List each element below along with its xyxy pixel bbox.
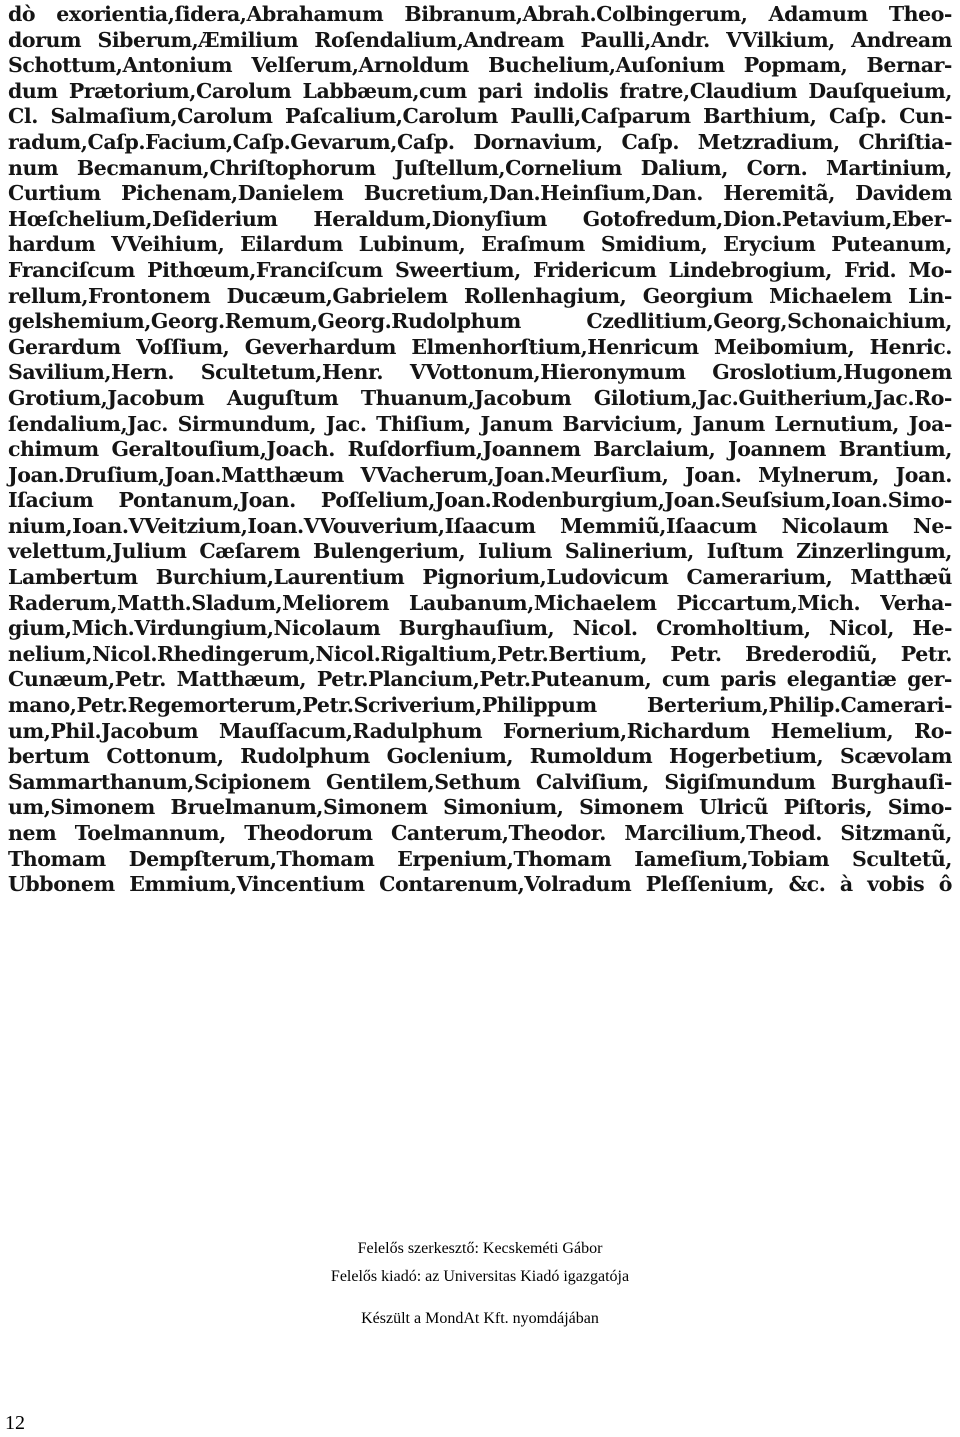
text-line: ſendalium,Jac. Sirmundum, Jac. Thiſium, Janum Barvicium, Janum Lernutium, Joa-: [8, 411, 952, 436]
text-line: bertum Cottonum, Rudolphum Goclenium, Rumoldum Hogerbetium, Scævolam: [8, 744, 952, 769]
colophon-publisher: Felelős kiadó: az Universitas Kiadó igazgatója: [330, 1268, 630, 1285]
text-line: hardum VVeihium, Eilardum Lubinum, Eraſmum Smidium, Erycium Puteanum,: [8, 232, 952, 257]
text-line: um,Phil.Jacobum Mauſſacum,Radulphum Fornerium,Richardum Hemelium, Ro-: [8, 718, 952, 743]
text-line: Curtium Pichenam,Danielem Bucretium,Dan.Heinſium,Dan. Heremitã, Davidem: [8, 181, 952, 206]
text-line: Schottum,Antonium Velſerum,Arnoldum Buchelium,Auſonium Popmam, Bernar-: [8, 53, 952, 78]
text-line: Franciſcum Pithœum,Franciſcum Sweertium, Fridericum Lindebrogium, Frid. Mo-: [8, 257, 952, 282]
text-line: Cl. Salmaſium,Carolum Paſcalium,Carolum Paulli,Caſparum Barthium, Caſp. Cun-: [8, 104, 952, 129]
text-line: rellum,Frontonem Ducæum,Gabrielem Rollenhagium, Georgium Michaelem Lin-: [8, 283, 952, 308]
text-line: Lambertum Burchium,Laurentium Pignorium,Ludovicum Camerarium, Matthæũ: [8, 565, 952, 590]
text-line: Ubbonem Emmium,Vincentium Contarenum,Volradum Pleſſenium, &c. à vobis ô: [8, 872, 952, 897]
text-line: radum,Caſp.Facium,Caſp.Gevarum,Caſp. Dornavium, Caſp. Metzradium, Chriſtia-: [8, 129, 952, 154]
text-line: Raderum,Matth.Sladum,Meliorem Laubanum,Michaelem Piccartum,Mich. Verha-: [8, 590, 952, 615]
scanned-latin-text: [8, 2, 952, 898]
colophon-printer: Készült a MondAt Kft. nyomdájában: [361, 1310, 599, 1327]
text-line: um,Simonem Bruelmanum,Simonem Simonium, Simonem Ulricũ Piſtoris, Simo-: [8, 795, 952, 820]
text-line: chimum Geraltouſium,Joach. Ruſdorfium,Joannem Barclaium, Joannem Brantium,: [8, 437, 952, 462]
page-number: 12: [5, 1412, 25, 1434]
text-line: velettum,Julium Cæſarem Bulengerium, Iulium Salinerium, Iuſtum Zinzerlingum,: [8, 539, 952, 564]
text-line: Cunæum,Petr. Matthæum, Petr.Plancium,Petr.Puteanum, cum paris elegantiæ ger-: [8, 667, 952, 692]
colophon: [0, 1239, 960, 1329]
text-line: Gerardum Voſſium, Geverhardum Elmenhorſtium,Henricum Meibomium, Henric.: [8, 334, 952, 359]
text-line: nem Toelmannum, Theodorum Canterum,Theodor. Marcilium,Theod. Sitzmanũ,: [8, 821, 952, 845]
text-line: Joan.Druſium,Joan.Matthæum VVacherum,Joan.Meurſium, Joan. Mylnerum, Joan.: [8, 462, 952, 487]
text-line: Iſacium Pontanum,Joan. Poſſelium,Joan.Rodenburgium,Joan.Seuſsium,Ioan.Simo-: [8, 488, 952, 513]
text-line: nelium,Nicol.Rhedingerum,Nicol.Rigaltium,Petr.Bertium, Petr. Brederodiũ, Petr.: [8, 641, 952, 666]
text-line: Savilium,Hern. Scultetum,Henr. VVottonum,Hieronymum Groslotium,Hugonem: [8, 360, 952, 385]
text-line: Thomam Dempſterum,Thomam Erpenium,Thomam Iameſium,Tobiam Scultetũ,: [8, 846, 952, 871]
text-line: Sammarthanum,Scipionem Gentilem,Sethum Calviſium, Sigiſmundum Burghauſi-: [8, 769, 952, 794]
text-line: dorum Siberum,Æmilium Roſendalium,Andream Paulli,Andr. VVilkium, Andream: [8, 27, 952, 52]
text-line: num Becmanum,Chriſtophorum Juſtellum,Cornelium Dalium, Corn. Martinium,: [8, 155, 952, 180]
colophon-editor: Felelős szerkesztő: Kecskeméti Gábor: [357, 1240, 603, 1257]
text-line: mano,Petr.Regemorterum,Petr.Scriverium,Philippum Berterium,Philip.Camerari-: [8, 693, 952, 718]
text-line: Hœſchelium,Deſiderium Heraldum,Dionyſium Gotofredum,Dion.Petavium,Eber-: [8, 206, 952, 231]
text-line: nium,Ioan.VVeitzium,Ioan.VVouverium,Iſaacum Memmiũ,Iſaacum Nicolaum Ne-: [8, 513, 952, 538]
text-line: dum Prætorium,Carolum Labbæum,cum pari indolis fratre,Claudium Dauſqueium,: [8, 78, 952, 103]
text-line: Grotium,Jacobum Auguſtum Thuanum,Jacobum Gilotium,Jac.Guitherium,Jac.Ro-: [8, 385, 952, 410]
text-line: gelshemium,Georg.Remum,Georg.Rudolphum Czedlitium,Georg,Schonaichium,: [8, 309, 952, 334]
text-line: gium,Mich.Virdungium,Nicolaum Burghauſium, Nicol. Cromholtium, Nicol, He-: [8, 616, 952, 641]
text-line: dò exorientia,ſidera,Abrahamum Bibranum,Abrah.Colbingerum, Adamum Theo-: [8, 2, 952, 26]
